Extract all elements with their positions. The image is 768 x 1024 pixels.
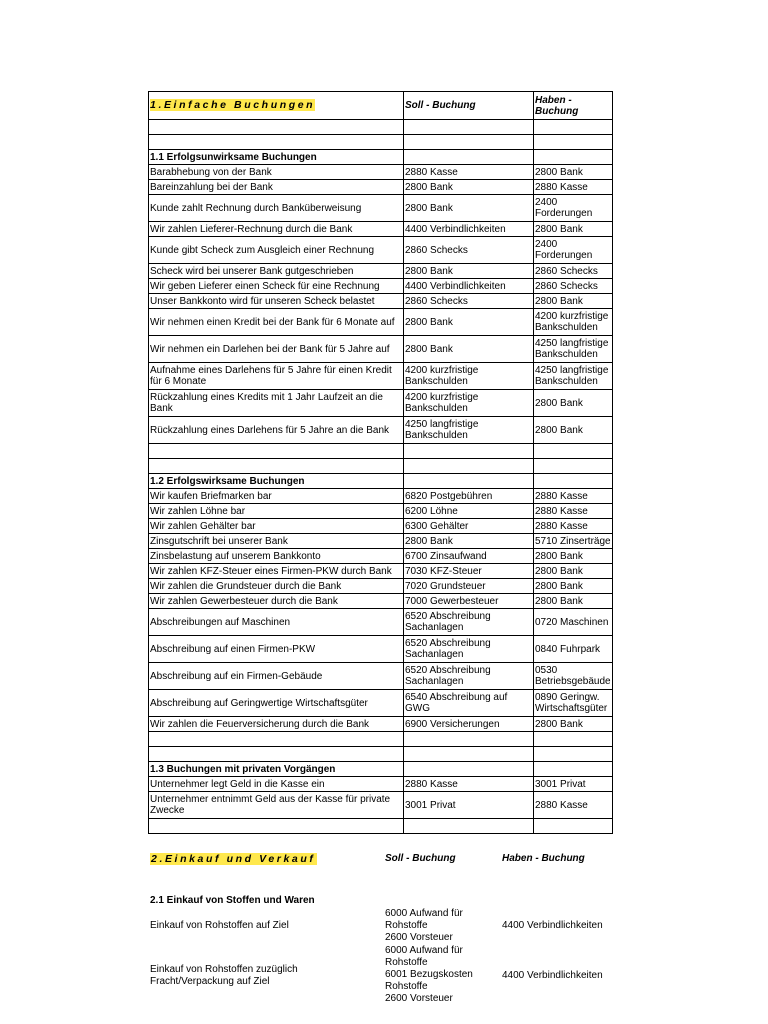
table-row	[149, 294, 613, 309]
table-row	[149, 417, 613, 444]
empty-cell	[404, 819, 534, 834]
haben-account: 2800 Bank	[534, 222, 613, 237]
table-row	[149, 717, 613, 732]
empty-cell	[534, 732, 613, 747]
table-row	[149, 180, 613, 195]
empty-cell	[404, 120, 534, 135]
empty-cell	[404, 459, 534, 474]
table-row	[149, 519, 613, 534]
transaction-text: Wir nehmen ein Darlehen bei der Bank für 5 Jahre auf	[149, 336, 404, 363]
section-2-row-1-text: Einkauf von Rohstoffen auf Ziel	[150, 920, 289, 931]
haben-account: 0840 Fuhrpark	[534, 636, 613, 663]
table-row	[149, 336, 613, 363]
section-2-row-1-soll-line: Rohstoffe	[385, 920, 428, 931]
soll-account: 6820 Postgebühren	[404, 489, 534, 504]
transaction-text: Bareinzahlung bei der Bank	[149, 180, 404, 195]
soll-account: 6540 Abschreibung auf GWG	[404, 690, 534, 717]
table-row	[149, 534, 613, 549]
soll-account: 2800 Bank	[404, 309, 534, 336]
empty-cell	[534, 459, 613, 474]
haben-account: 2880 Kasse	[534, 504, 613, 519]
empty-cell	[149, 747, 404, 762]
soll-account: 3001 Privat	[404, 792, 534, 819]
empty-row	[149, 135, 613, 150]
section-2-row-1-soll-line: 6000 Aufwand für	[385, 908, 463, 919]
empty-cell	[534, 819, 613, 834]
section-2-1-title: 2.1 Einkauf von Stoffen und Waren	[150, 895, 315, 906]
subsection-title: 1.1 Erfolgsunwirksame Buchungen	[149, 150, 404, 165]
empty-cell	[149, 732, 404, 747]
empty-cell	[404, 135, 534, 150]
haben-header: Haben - Buchung	[534, 92, 613, 120]
transaction-text: Wir zahlen Gewerbesteuer durch die Bank	[149, 594, 404, 609]
transaction-text: Wir nehmen einen Kredit bei der Bank für 6 Monate auf	[149, 309, 404, 336]
table-row	[149, 279, 613, 294]
empty-cell	[534, 135, 613, 150]
soll-account: 2800 Bank	[404, 195, 534, 222]
booking-table	[148, 91, 613, 834]
haben-account: 2800 Bank	[534, 549, 613, 564]
section-2-row-2-soll-line: 6000 Aufwand für	[385, 945, 463, 956]
soll-account: 6520 Abschreibung Sachanlagen	[404, 609, 534, 636]
haben-account: 2800 Bank	[534, 417, 613, 444]
section-2-row-2-text-line: Fracht/Verpackung auf Ziel	[150, 976, 270, 987]
table-row	[149, 690, 613, 717]
soll-account: 4400 Verbindlichkeiten	[404, 222, 534, 237]
table-row	[149, 594, 613, 609]
empty-cell	[149, 135, 404, 150]
soll-account: 6300 Gehälter	[404, 519, 534, 534]
transaction-text: Abschreibung auf einen Firmen-PKW	[149, 636, 404, 663]
soll-account: 2880 Kasse	[404, 777, 534, 792]
subsection-header-row	[149, 762, 613, 777]
transaction-text: Unser Bankkonto wird für unseren Scheck belastet	[149, 294, 404, 309]
soll-account: 4200 kurzfristige Bankschulden	[404, 363, 534, 390]
haben-account: 4250 langfristige Bankschulden	[534, 336, 613, 363]
section-2-row-1-soll	[385, 908, 463, 944]
empty-cell	[534, 120, 613, 135]
empty-cell	[404, 747, 534, 762]
table-row	[149, 237, 613, 264]
transaction-text: Abschreibungen auf Maschinen	[149, 609, 404, 636]
subsection-title: 1.3 Buchungen mit privaten Vorgängen	[149, 762, 404, 777]
haben-account: 4200 kurzfristige Bankschulden	[534, 309, 613, 336]
empty-cell	[534, 444, 613, 459]
haben-account: 2800 Bank	[534, 594, 613, 609]
soll-account: 6520 Abschreibung Sachanlagen	[404, 663, 534, 690]
haben-account: 2800 Bank	[534, 564, 613, 579]
soll-account: 6520 Abschreibung Sachanlagen	[404, 636, 534, 663]
transaction-text: Unternehmer legt Geld in die Kasse ein	[149, 777, 404, 792]
empty-row	[149, 732, 613, 747]
soll-account: 2800 Bank	[404, 336, 534, 363]
table-header-row	[149, 92, 613, 120]
table-row	[149, 504, 613, 519]
transaction-text: Wir geben Lieferer einen Scheck für eine Rechnung	[149, 279, 404, 294]
soll-account: 2860 Schecks	[404, 237, 534, 264]
transaction-text: Abschreibung auf Geringwertige Wirtschaftsgüter	[149, 690, 404, 717]
soll-account: 4250 langfristige Bankschulden	[404, 417, 534, 444]
haben-account: 2880 Kasse	[534, 489, 613, 504]
haben-account: 0890 Geringw. Wirtschaftsgüter	[534, 690, 613, 717]
empty-cell	[534, 747, 613, 762]
table-row	[149, 564, 613, 579]
soll-account: 6900 Versicherungen	[404, 717, 534, 732]
section-2-row-2-soll-line: Rohstoffe	[385, 981, 428, 992]
section-2-row-1-soll-line: 2600 Vorsteuer	[385, 932, 453, 943]
haben-account: 2400 Forderungen	[534, 195, 613, 222]
empty-row	[149, 747, 613, 762]
soll-account: 2880 Kasse	[404, 165, 534, 180]
soll-account: 6700 Zinsaufwand	[404, 549, 534, 564]
soll-header: Soll - Buchung	[404, 92, 534, 120]
section-2-row-2-soll	[385, 945, 473, 1005]
section-2-row-2-soll-line: 6001 Bezugskosten	[385, 969, 473, 980]
table-row	[149, 636, 613, 663]
empty-cell	[404, 732, 534, 747]
empty-cell	[404, 444, 534, 459]
transaction-text: Kunde zahlt Rechnung durch Banküberweisung	[149, 195, 404, 222]
empty-row	[149, 120, 613, 135]
soll-account: 6200 Löhne	[404, 504, 534, 519]
haben-account: 5710 Zinserträge	[535, 535, 611, 547]
table-row	[149, 309, 613, 336]
soll-account: 2860 Schecks	[404, 294, 534, 309]
section-2-row-2-text	[150, 964, 298, 988]
transaction-text: Aufnahme eines Darlehens für 5 Jahre für einen Kredit für 6 Monate	[149, 363, 404, 390]
empty-row	[149, 459, 613, 474]
table-row	[149, 363, 613, 390]
haben-account: 3001 Privat	[534, 777, 613, 792]
subsection-title: 1.2 Erfolgswirksame Buchungen	[149, 474, 404, 489]
table-row	[149, 489, 613, 504]
transaction-text: Unternehmer entnimmt Geld aus der Kasse für private Zwecke	[149, 792, 404, 819]
section-1-title-cell	[149, 92, 404, 120]
section-2-title: 2.Einkauf und Verkauf	[151, 853, 316, 865]
haben-account: 2860 Schecks	[534, 279, 613, 294]
haben-account: 4250 langfristige Bankschulden	[534, 363, 613, 390]
haben-account: 2880 Kasse	[534, 180, 613, 195]
transaction-text: Wir zahlen KFZ-Steuer eines Firmen-PKW durch Bank	[149, 564, 404, 579]
haben-account: 2880 Kasse	[534, 519, 613, 534]
table-row	[149, 777, 613, 792]
soll-account: 2800 Bank	[404, 264, 534, 279]
table-row	[149, 549, 613, 564]
empty-cell	[534, 762, 613, 777]
haben-account: 0720 Maschinen	[534, 609, 613, 636]
table-row	[149, 579, 613, 594]
soll-account: 7000 Gewerbesteuer	[404, 594, 534, 609]
transaction-text: Rückzahlung eines Kredits mit 1 Jahr Laufzeit an die Bank	[149, 390, 404, 417]
section-2-soll-header: Soll - Buchung	[385, 853, 456, 864]
haben-account: 2860 Schecks	[534, 264, 613, 279]
empty-row	[149, 444, 613, 459]
section-1-title: 1.Einfache Buchungen	[150, 99, 316, 111]
table-row	[149, 264, 613, 279]
table-row	[149, 792, 613, 819]
booking-table-body	[149, 92, 613, 834]
table-row	[149, 165, 613, 180]
section-2-row-2-haben: 4400 Verbindlichkeiten	[502, 970, 603, 981]
transaction-text: Wir zahlen die Feuerversicherung durch die Bank	[149, 717, 404, 732]
empty-row	[149, 819, 613, 834]
empty-cell	[149, 444, 404, 459]
empty-cell	[149, 819, 404, 834]
table-row	[149, 663, 613, 690]
transaction-text: Wir zahlen Lieferer-Rechnung durch die Bank	[149, 222, 404, 237]
transaction-text: Wir zahlen die Grundsteuer durch die Bank	[149, 579, 404, 594]
empty-cell	[149, 120, 404, 135]
empty-cell	[534, 150, 613, 165]
haben-account: 2400 Forderungen	[534, 237, 613, 264]
transaction-text: Kunde gibt Scheck zum Ausgleich einer Rechnung	[149, 237, 404, 264]
section-2-row-2-soll-line: Rohstoffe	[385, 957, 428, 968]
transaction-text: Abschreibung auf ein Firmen-Gebäude	[149, 663, 404, 690]
soll-account: 7020 Grundsteuer	[404, 579, 534, 594]
table-row	[149, 609, 613, 636]
haben-account: 2800 Bank	[534, 165, 613, 180]
soll-account: 2800 Bank	[404, 534, 534, 549]
haben-account: 2800 Bank	[534, 717, 613, 732]
section-2-row-1-haben: 4400 Verbindlichkeiten	[502, 920, 603, 931]
empty-cell	[404, 474, 534, 489]
empty-cell	[404, 762, 534, 777]
transaction-text: Barabhebung von der Bank	[149, 165, 404, 180]
haben-account: 2800 Bank	[534, 579, 613, 594]
table-row	[149, 195, 613, 222]
table-row	[149, 390, 613, 417]
transaction-text: Zinsgutschrift bei unserer Bank	[149, 534, 404, 549]
subsection-header-row	[149, 150, 613, 165]
haben-account: 2880 Kasse	[534, 792, 613, 819]
subsection-header-row	[149, 474, 613, 489]
haben-account: 2800 Bank	[534, 294, 613, 309]
soll-account: 7030 KFZ-Steuer	[404, 564, 534, 579]
empty-cell	[149, 459, 404, 474]
transaction-text: Wir zahlen Gehälter bar	[149, 519, 404, 534]
empty-cell	[534, 474, 613, 489]
section-2-row-2-soll-line: 2600 Vorsteuer	[385, 993, 453, 1004]
soll-account: 2800 Bank	[404, 180, 534, 195]
haben-account: 0530 Betriebsgebäude	[534, 663, 613, 690]
section-2-haben-header: Haben - Buchung	[502, 853, 585, 864]
empty-cell	[404, 150, 534, 165]
soll-account: 4200 kurzfristige Bankschulden	[404, 390, 534, 417]
transaction-text: Wir kaufen Briefmarken bar	[149, 489, 404, 504]
transaction-text: Scheck wird bei unserer Bank gutgeschrieben	[149, 264, 404, 279]
table-row	[149, 222, 613, 237]
transaction-text: Rückzahlung eines Darlehens für 5 Jahre an die Bank	[149, 417, 404, 444]
transaction-text: Zinsbelastung auf unserem Bankkonto	[149, 549, 404, 564]
transaction-text: Wir zahlen Löhne bar	[149, 504, 404, 519]
section-2-title-wrap	[150, 853, 317, 866]
haben-account: 2800 Bank	[534, 390, 613, 417]
section-2-row-2-text-line: Einkauf von Rohstoffen zuzüglich	[150, 964, 298, 975]
soll-account: 4400 Verbindlichkeiten	[404, 279, 534, 294]
